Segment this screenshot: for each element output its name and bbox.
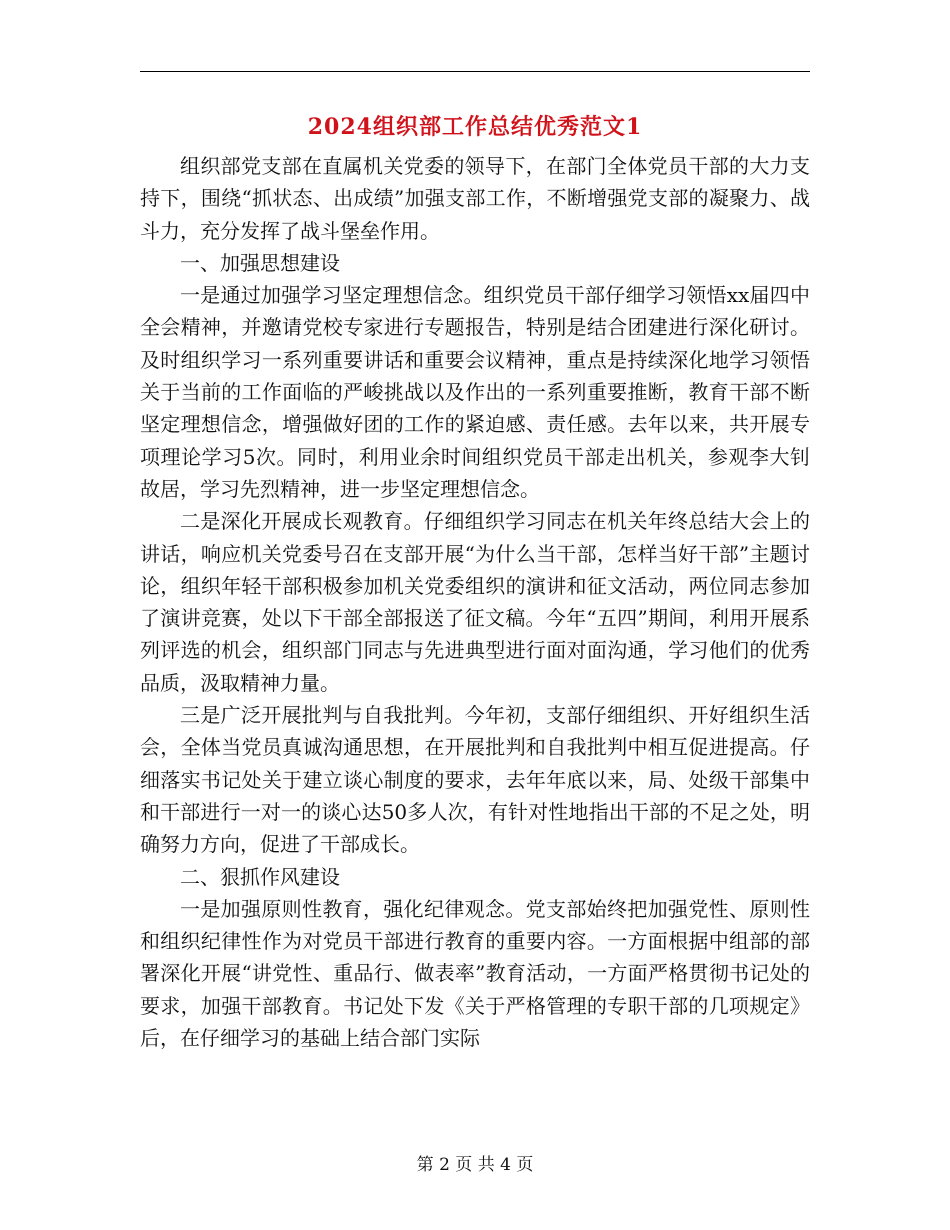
paragraph-criticism: 三是广泛开展批判与自我批判。今年初，支部仔细组织、开好组织生活会，全体当党员真诚沟通思想，在开展批判和自我批判中相互促进提高。仔细落实书记处关于建立谈心制度的要求，去年年底以来，局、处级干部集中和干部进行一对一的谈心达50多人次，有针对性地指出干部的不足之处，明确努力方向，促进了干部成长。 bbox=[140, 703, 810, 857]
paragraph-study: 一是通过加强学习坚定理想信念。组织党员干部仔细学习领悟xx届四中全会精神，并邀请党校专家进行专题报告，特别是结合团建进行深化研讨。及时组织学习一系列重要讲话和重要会议精神，重点是持续深化地学习领悟关于当前的工作面临的严峻挑战以及作出的一系列重要推断，教育干部不断坚定理想信念，增强做好团的工作的紧迫感、责任感。去年以来，共开展专项理论学习5次。同时，利用业余时间组织党员干部走出机关，参观李大钊故居，学习先烈精神，进一步坚定理想信念。 bbox=[140, 283, 810, 501]
document-title: 2024组织部工作总结优秀范文1 bbox=[307, 114, 643, 140]
page-number: 第 2 页 共 4 页 bbox=[416, 1155, 534, 1175]
section-heading-style: 二、狠抓作风建设 bbox=[180, 864, 340, 889]
paragraph-intro: 组织部党支部在直属机关党委的领导下，在部门全体党员干部的大力支持下，围绕“抓状态、出成绩”加强支部工作，不断增强党支部的凝聚力、战斗力，充分发挥了战斗堡垒作用。 bbox=[140, 154, 810, 243]
document-body bbox=[140, 150, 810, 1054]
paragraph-growth-education: 二是深化开展成长观教育。仔细组织学习同志在机关年终总结大会上的讲话，响应机关党委号召在支部开展“为什么当干部，怎样当好干部”主题讨论，组织年轻干部积极参加机关党委组织的演讲和征文活动，两位同志参加了演讲竞赛，处以下干部全部报送了征文稿。今年“五四”期间，利用开展系列评选的机会，组织部门同志与先进典型进行面对面沟通，学习他们的优秀品质，汲取精神力量。 bbox=[140, 509, 810, 695]
header-rule bbox=[140, 71, 810, 72]
section-heading-thought: 一、加强思想建设 bbox=[180, 250, 340, 275]
paragraph-discipline: 一是加强原则性教育，强化纪律观念。党支部始终把加强党性、原则性和组织纪律性作为对党员干部进行教育的重要内容。一方面根据中组部的部署深化开展“讲党性、重品行、做表率”教育活动，一方面严格贯彻书记处的要求，加强干部教育。书记处下发《关于严格管理的专职干部的几项规定》后，在仔细学习的基础上结合部门实际 bbox=[140, 896, 810, 1051]
